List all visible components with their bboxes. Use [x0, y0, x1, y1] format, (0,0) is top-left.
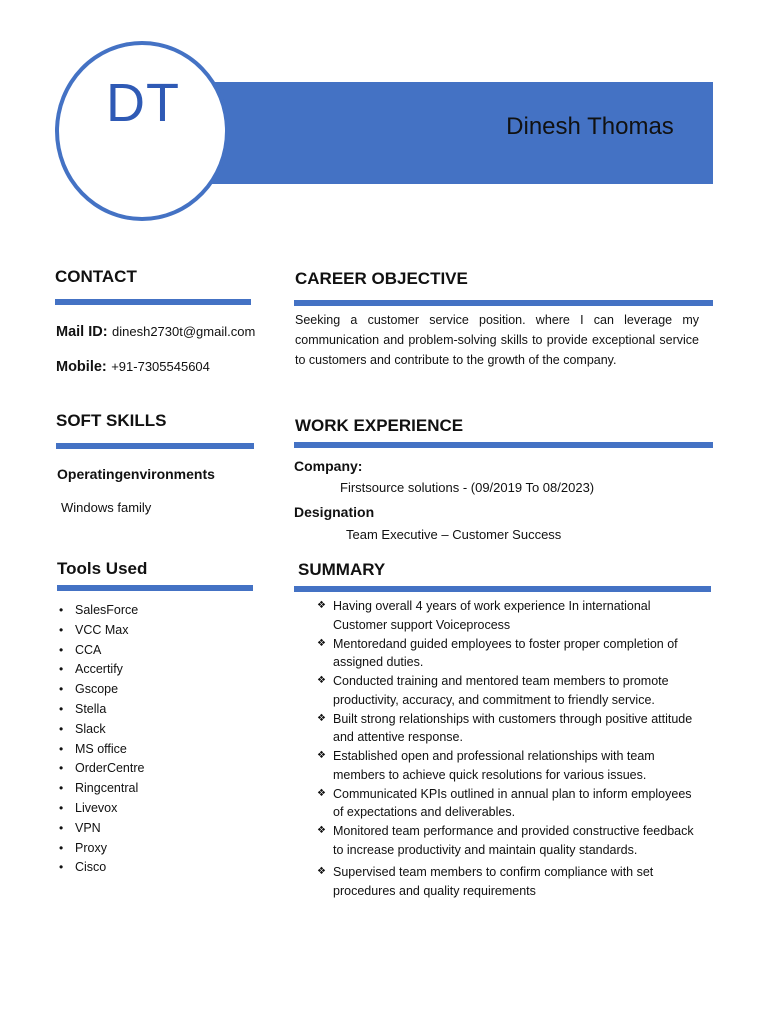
work-experience-heading: WORK EXPERIENCE: [295, 416, 464, 435]
contact-heading: CONTACT: [55, 267, 137, 286]
summary-item: ❖ Established open and professional relationships with team members to achieve quick resolutions for various issues.: [317, 747, 697, 784]
avatar-initials: DT: [106, 73, 180, 133]
career-objective-rule: [294, 300, 713, 306]
tools-heading: Tools Used: [57, 559, 148, 578]
summary-item: ❖ Communicated KPIs outlined in annual plan to inform employees of expectations and deliverables.: [317, 785, 697, 822]
mobile-value: +91-7305545604: [111, 359, 210, 374]
tool-item: • Gscope: [57, 680, 247, 700]
tool-item: • VCC Max: [57, 621, 247, 641]
tool-item: • Accertify: [57, 660, 247, 680]
tool-item: • SalesForce: [57, 601, 247, 621]
soft-skills-heading: SOFT SKILLS: [56, 411, 167, 430]
tool-item: • Proxy: [57, 839, 247, 859]
tool-item: • OrderCentre: [57, 759, 247, 779]
summary-item: ❖ Having overall 4 years of work experience In international Customer support Voiceprocess: [317, 597, 697, 634]
tool-item: • Livevox: [57, 799, 247, 819]
tool-item: • Slack: [57, 720, 247, 740]
company-label: Company:: [294, 458, 363, 474]
tool-item: • VPN: [57, 819, 247, 839]
tool-item: • MS office: [57, 740, 247, 760]
summary-item: ❖ Monitored team performance and provided constructive feedback to increase productivity and maintain quality standards.: [317, 822, 697, 859]
contact-rule: [55, 299, 251, 305]
mail-label: Mail ID:: [56, 324, 108, 340]
summary-list: [317, 597, 697, 901]
designation-value: Team Executive – Customer Success: [346, 527, 562, 542]
summary-item: ❖ Supervised team members to confirm compliance with set procedures and quality requirements: [317, 863, 697, 900]
soft-skills-subheading: Operatingenvironments: [57, 466, 215, 482]
summary-rule: [294, 586, 711, 592]
designation-label: Designation: [294, 504, 375, 520]
candidate-name: Dinesh Thomas: [506, 113, 674, 140]
mail-value: dinesh2730t@gmail.com: [112, 324, 256, 339]
career-objective-text: Seeking a customer service position. where I can leverage my communication and problem-solving skills to provide exceptional service to customers and contribute to the growth of the company.: [295, 313, 699, 367]
mobile-row: [56, 358, 210, 376]
company-value: Firstsource solutions - (09/2019 To 08/2023): [340, 480, 595, 495]
summary-item: ❖ Conducted training and mentored team members to promote productivity, accuracy, and commitment to friendly service.: [317, 672, 697, 709]
mobile-label: Mobile:: [56, 359, 107, 375]
tools-rule: [57, 585, 253, 591]
mail-row: [56, 323, 255, 341]
tool-item: • Ringcentral: [57, 779, 247, 799]
career-objective-heading: CAREER OBJECTIVE: [295, 269, 468, 288]
soft-skills-item: Windows family: [61, 500, 152, 515]
tools-list: [57, 601, 247, 878]
soft-skills-rule: [56, 443, 254, 449]
summary-heading: SUMMARY: [298, 560, 386, 579]
tool-item: • CCA: [57, 641, 247, 661]
summary-item: ❖ Built strong relationships with customers through positive attitude and attentive response.: [317, 710, 697, 747]
tool-item: • Stella: [57, 700, 247, 720]
summary-item: ❖ Mentoredand guided employees to foster proper completion of assigned duties.: [317, 635, 697, 672]
work-experience-rule: [294, 442, 713, 448]
tool-item: • Cisco: [57, 858, 247, 878]
